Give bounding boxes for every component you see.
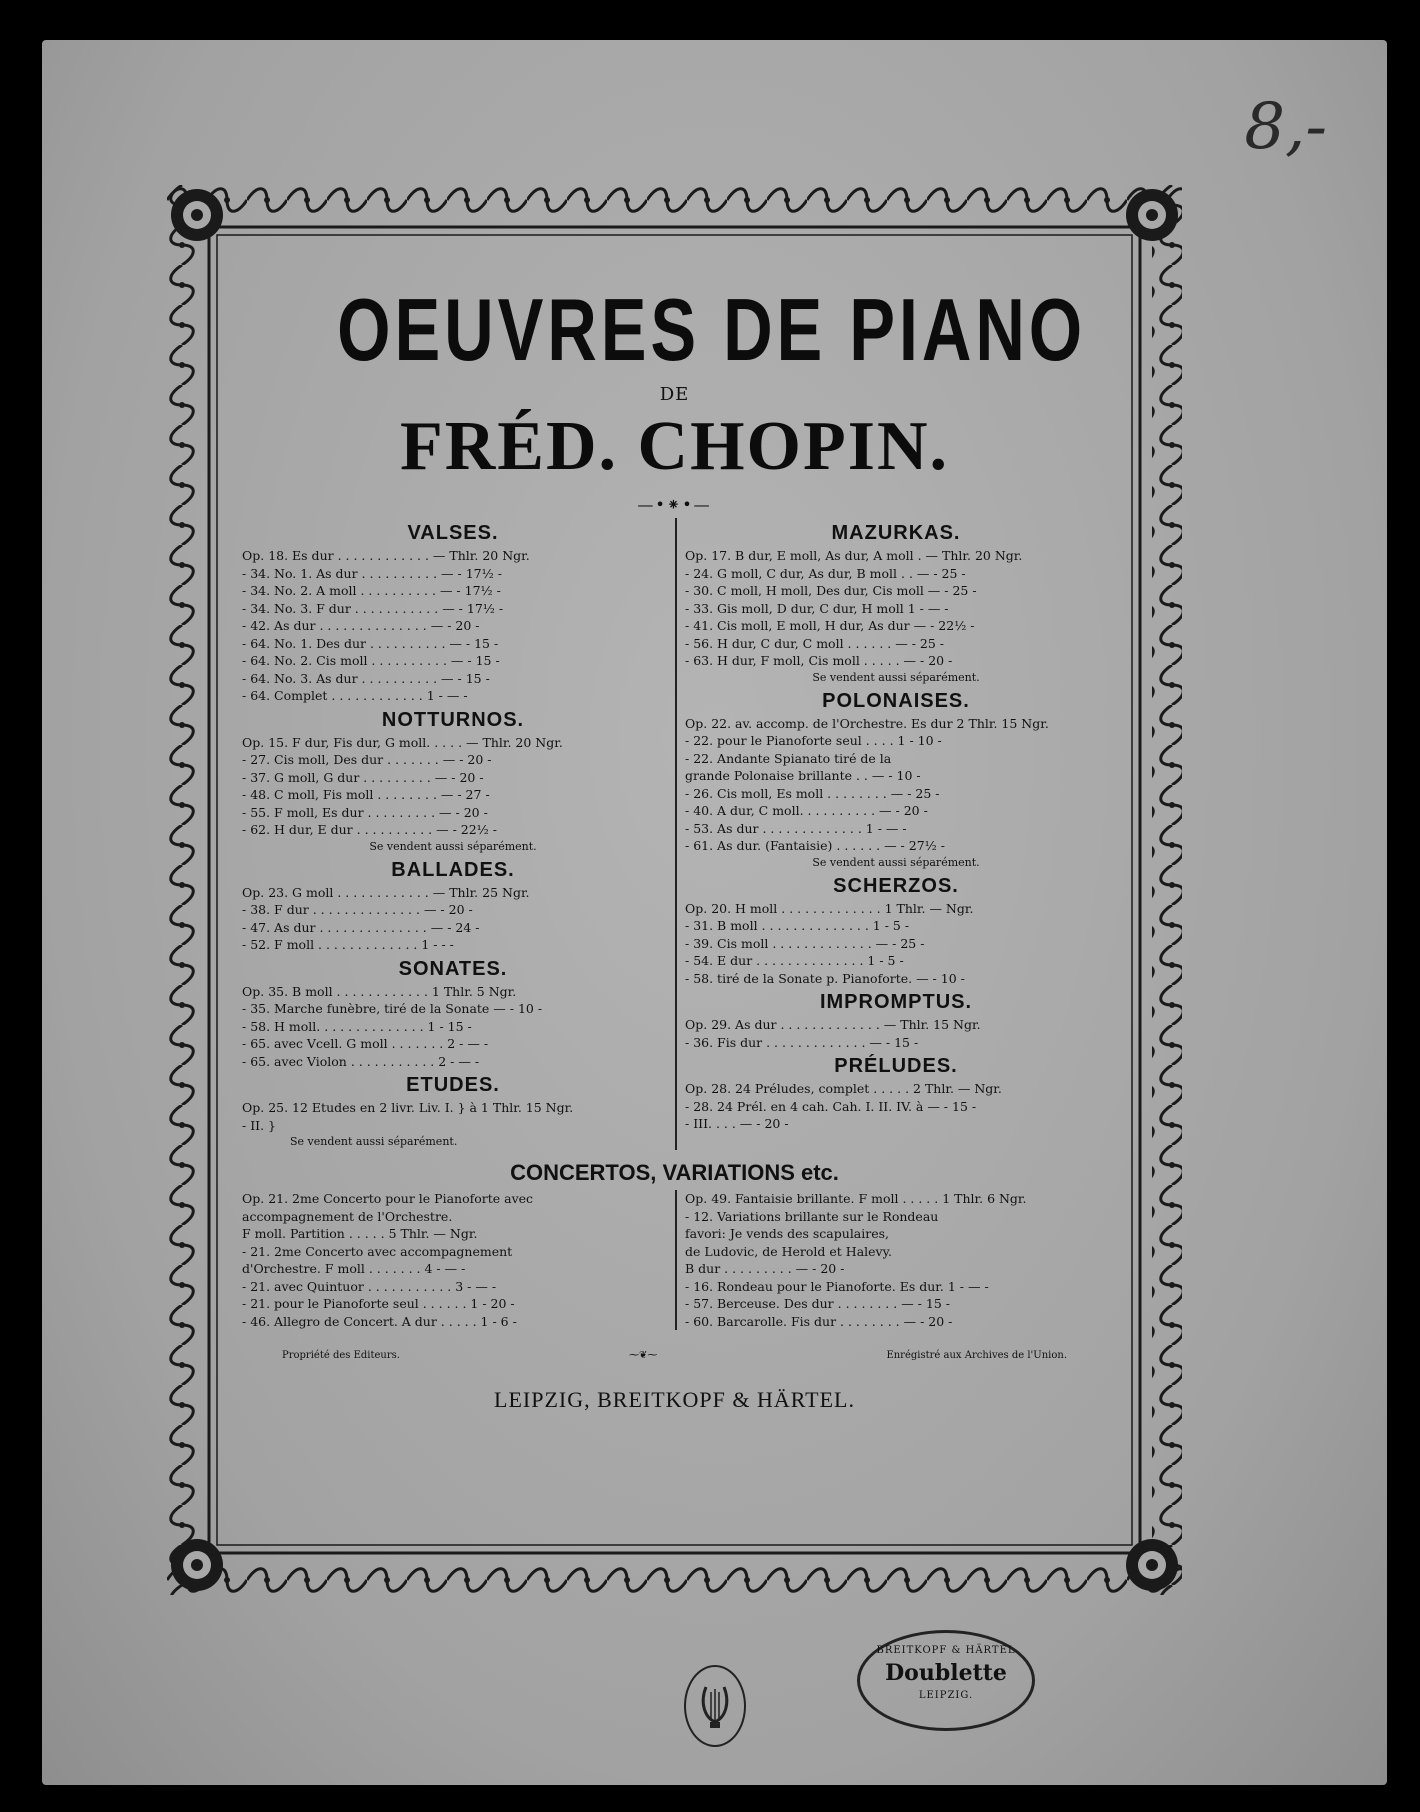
catalogue-entry: - 21. pour le Pianoforte seul . . . . . . 1 - 20 - <box>242 1296 515 1311</box>
catalogue-entry: Op. 49. Fantaisie brillante. F moll . . . . . 1 Thlr. 6 Ngr. <box>685 1191 1027 1206</box>
catalogue-entry: - 34. No. 1. As dur . . . . . . . . . . — - 17½ - <box>242 565 502 581</box>
catalogue-entry: - 22. pour le Pianoforte seul . . . . 1 - 10 - <box>685 733 942 748</box>
section-title-sonates: SONATES. <box>398 957 508 980</box>
catalogue-entry: - 65. avec Vcell. G moll . . . . . . . 2 - — - <box>242 1036 489 1051</box>
catalogue-entry: Op. 28. 24 Préludes, complet . . . . . 2 Thlr. — Ngr. <box>685 1081 1002 1096</box>
etudes-note: Se vendent aussi séparément. <box>290 1135 458 1148</box>
catalogue-entry: - 21. 2me Concerto avec accompagnement <box>242 1243 513 1259</box>
column-divider <box>675 518 677 1150</box>
catalogue-entry: - 53. As dur . . . . . . . . . . . . . 1 - — - <box>685 820 907 836</box>
catalogue-entry: - 37. G moll, G dur . . . . . . . . . — - 20 - <box>242 769 484 785</box>
catalogue-entry: - 41. Cis moll, E moll, H dur, As dur — - 22½ - <box>685 618 975 633</box>
footer-registration-note: Enrégistré aux Archives de l'Union. <box>886 1350 1067 1361</box>
page-title: OEUVRES DE PIANO <box>337 280 1087 379</box>
section-title-mazurkas: MAZURKAS. <box>831 522 961 544</box>
catalogue-entry: - 33. Gis moll, D dur, C dur, H moll 1 - — - <box>685 600 949 616</box>
library-stamp <box>857 1630 1035 1731</box>
catalogue-entry: - 60. Barcarolle. Fis dur . . . . . . . . — - 20 - <box>685 1313 953 1329</box>
catalogue-entry: Op. 35. B moll . . . . . . . . . . . . 1 Thlr. 5 Ngr. <box>242 983 517 999</box>
catalogue-entry: favori: Je vends des scapulaires, <box>685 1226 890 1241</box>
concertos-divider <box>675 1190 677 1330</box>
catalogue-entry: - 21. avec Quintuor . . . . . . . . . . . 3 - — - <box>242 1278 497 1294</box>
catalogue-entry: - 58. tiré de la Sonate p. Pianoforte. — - 10 - <box>685 970 965 986</box>
catalogue-entry: - 48. C moll, Fis moll . . . . . . . . — - 27 - <box>242 787 490 802</box>
section-title-concertos: CONCERTOS, VARIATIONS etc. <box>510 1160 839 1185</box>
lyre-stamp-icon <box>684 1665 746 1747</box>
mazurkas-list <box>685 547 1107 670</box>
catalogue-entry: - 39. Cis moll . . . . . . . . . . . . . — - 25 - <box>685 935 925 951</box>
catalogue-entry: - 28. 24 Prél. en 4 cah. Cah. I. II. IV. à — - 15 - <box>685 1098 977 1114</box>
catalogue-entry: - 30. C moll, H moll, Des dur, Cis moll — - 25 - <box>685 583 977 598</box>
page-content <box>242 280 1107 1413</box>
concertos-right <box>685 1190 1107 1330</box>
catalogue-entry: - 38. F dur . . . . . . . . . . . . . . — - 20 - <box>242 902 473 917</box>
catalogue-entry: Op. 23. G moll . . . . . . . . . . . . — Thlr. 25 Ngr. <box>242 884 530 900</box>
sonates-list <box>242 983 664 1071</box>
catalogue-entry: - 47. As dur . . . . . . . . . . . . . . — - 24 - <box>242 919 480 935</box>
polonaises-list <box>685 715 1107 855</box>
catalogue-entry: - 63. H dur, F moll, Cis moll . . . . . — - 20 - <box>685 653 953 668</box>
catalogue-entry: - 46. Allegro de Concert. A dur . . . . . 1 - 6 - <box>242 1313 517 1329</box>
stamp-publisher: BREITKOPF & HÄRTEL <box>876 1645 1016 1656</box>
catalogue-entry: - 34. No. 3. F dur . . . . . . . . . . . — - 17½ - <box>242 600 504 616</box>
catalogue-entry: - 42. As dur . . . . . . . . . . . . . . — - 20 - <box>242 618 480 633</box>
catalogue-entry: Op. 29. As dur . . . . . . . . . . . . . — Thlr. 15 Ngr. <box>685 1017 981 1032</box>
section-title-scherzos: SCHERZOS. <box>833 874 959 897</box>
catalogue-entry: Op. 21. 2me Concerto pour le Pianoforte avec <box>242 1191 534 1206</box>
catalogue-entry: - 61. As dur. (Fantaisie) . . . . . . — - 27½ - <box>685 838 945 853</box>
catalogue-entry: - 52. F moll . . . . . . . . . . . . . 1 - - - <box>242 937 454 952</box>
catalogue-entry: - III. . . . — - 20 - <box>685 1116 789 1131</box>
catalogue-entry: - 22. Andante Spianato tiré de la <box>685 750 892 766</box>
concertos-left <box>242 1190 664 1330</box>
catalogue-entry: - 64. Complet . . . . . . . . . . . . 1 - — - <box>242 688 468 703</box>
preludes-list <box>685 1080 1107 1133</box>
catalogue-entry: F moll. Partition . . . . . 5 Thlr. — Ngr. <box>242 1226 478 1241</box>
scherzos-list <box>685 900 1107 988</box>
catalogue-entry: Op. 18. Es dur . . . . . . . . . . . . — Thlr. 20 Ngr. <box>242 548 530 563</box>
catalogue-entry: - 62. H dur, E dur . . . . . . . . . . — - 22½ - <box>242 822 497 837</box>
catalogue-entry: d'Orchestre. F moll . . . . . . . 4 - — - <box>242 1261 466 1276</box>
publisher-imprint: LEIPZIG, BREITKOPF & HÄRTEL. <box>494 1387 855 1412</box>
section-title-valses: VALSES. <box>407 522 499 544</box>
ballades-list <box>242 884 664 954</box>
catalogue-entry: Op. 15. F dur, Fis dur, G moll. . . . . — Thlr. 20 Ngr. <box>242 734 563 750</box>
catalogue-entry: - II. } <box>242 1117 276 1133</box>
catalogue-entry: accompagnement de l'Orchestre. <box>242 1208 453 1224</box>
polonaises-note: Se vendent aussi séparément. <box>812 855 980 869</box>
right-column <box>685 518 1107 1150</box>
catalogue-entry: Op. 17. B dur, E moll, As dur, A moll . — Thlr. 20 Ngr. <box>685 548 1023 563</box>
section-title-ballades: BALLADES. <box>391 858 515 881</box>
catalogue-entry: - 27. Cis moll, Des dur . . . . . . . — - 20 - <box>242 752 492 767</box>
catalogue-entry: - 64. No. 2. Cis moll . . . . . . . . . . — - 15 - <box>242 653 500 668</box>
lyre-icon <box>686 1667 744 1745</box>
stamp-doublette: Doublette <box>885 1660 1007 1686</box>
title-page-sheet <box>42 40 1387 1785</box>
catalogue-entry: - 31. B moll . . . . . . . . . . . . . . 1 - 5 - <box>685 918 910 933</box>
catalogue-entry: - 26. Cis moll, Es moll . . . . . . . . — - 25 - <box>685 785 940 801</box>
catalogue-entry: Op. 22. av. accomp. de l'Orchestre. Es dur 2 Thlr. 15 Ngr. <box>685 715 1049 731</box>
footer-property-note: Propriété des Editeurs. <box>282 1350 400 1361</box>
catalogue-entry: - 12. Variations brillante sur le Rondeau <box>685 1208 939 1224</box>
catalogue-entry: - 55. F moll, Es dur . . . . . . . . . — - 20 - <box>242 804 488 820</box>
catalogue-entry: - 64. No. 1. Des dur . . . . . . . . . . — - 15 - <box>242 635 499 651</box>
catalogue-entry: - 16. Rondeau pour le Pianoforte. Es dur. 1 - — - <box>685 1278 989 1294</box>
catalogue-entry: - 36. Fis dur . . . . . . . . . . . . . — - 15 - <box>685 1034 919 1050</box>
catalogue-entry: - 65. avec Violon . . . . . . . . . . . 2 - — - <box>242 1053 480 1069</box>
catalogue-entry: - 24. G moll, C dur, As dur, B moll . . — - 25 - <box>685 565 966 581</box>
ornamental-frame <box>167 185 1182 1595</box>
impromptus-list <box>685 1016 1107 1051</box>
title-connector: DE <box>659 384 690 405</box>
handwritten-price-mark: 8,- <box>1244 90 1327 164</box>
catalogue-entry: - 35. Marche funèbre, tiré de la Sonate — - 10 - <box>242 1001 543 1016</box>
footer-ornament-icon: ⁓❦⁓ <box>629 1350 658 1361</box>
concertos-columns <box>242 1190 1107 1330</box>
footer <box>242 1350 1107 1361</box>
catalogue-entry: - 64. No. 3. As dur . . . . . . . . . . — - 15 - <box>242 670 490 686</box>
catalogue-entry: grande Polonaise brillante . . — - 10 - <box>685 768 921 783</box>
catalogue-entry: B dur . . . . . . . . . — - 20 - <box>685 1261 845 1276</box>
catalogue-entry: de Ludovic, de Herold et Halevy. <box>685 1243 892 1259</box>
composer-name: FRÉD. CHOPIN. <box>399 408 950 485</box>
stamp-city: LEIPZIG. <box>918 1690 974 1701</box>
notturnos-note: Se vendent aussi séparément. <box>369 839 537 853</box>
catalogue-entry: Op. 25. 12 Etudes en 2 livr. Liv. I. } à 1 Thlr. 15 Ngr. <box>242 1100 574 1115</box>
section-title-etudes: ETUDES. <box>406 1074 500 1096</box>
notturnos-list <box>242 734 664 839</box>
mazurkas-note: Se vendent aussi séparément. <box>812 670 980 684</box>
section-title-preludes: PRÉLUDES. <box>834 1055 958 1077</box>
catalogue-entry: - 40. A dur, C moll. . . . . . . . . . — - 20 - <box>685 803 928 818</box>
catalogue-columns <box>242 518 1107 1150</box>
catalogue-entry: - 54. E dur . . . . . . . . . . . . . . 1 - 5 - <box>685 953 904 968</box>
etudes-list <box>242 1099 664 1134</box>
valses-list <box>242 547 664 705</box>
catalogue-entry: - 56. H dur, C dur, C moll . . . . . . — - 25 - <box>685 635 945 651</box>
catalogue-entry: Op. 20. H moll . . . . . . . . . . . . . 1 Thlr. — Ngr. <box>685 900 974 916</box>
title-divider: —•⁕•— <box>637 495 712 514</box>
section-title-notturnos: NOTTURNOS. <box>381 708 525 731</box>
catalogue-entry: - 34. No. 2. A moll . . . . . . . . . . — - 17½ - <box>242 583 501 598</box>
left-column <box>242 518 664 1150</box>
catalogue-entry: - 58. H moll. . . . . . . . . . . . . . 1 - 15 - <box>242 1018 472 1034</box>
catalogue-entry: - 57. Berceuse. Des dur . . . . . . . . — - 15 - <box>685 1296 950 1311</box>
section-title-impromptus: IMPROMPTUS. <box>819 991 973 1013</box>
section-title-polonaises: POLONAISES. <box>822 689 970 712</box>
